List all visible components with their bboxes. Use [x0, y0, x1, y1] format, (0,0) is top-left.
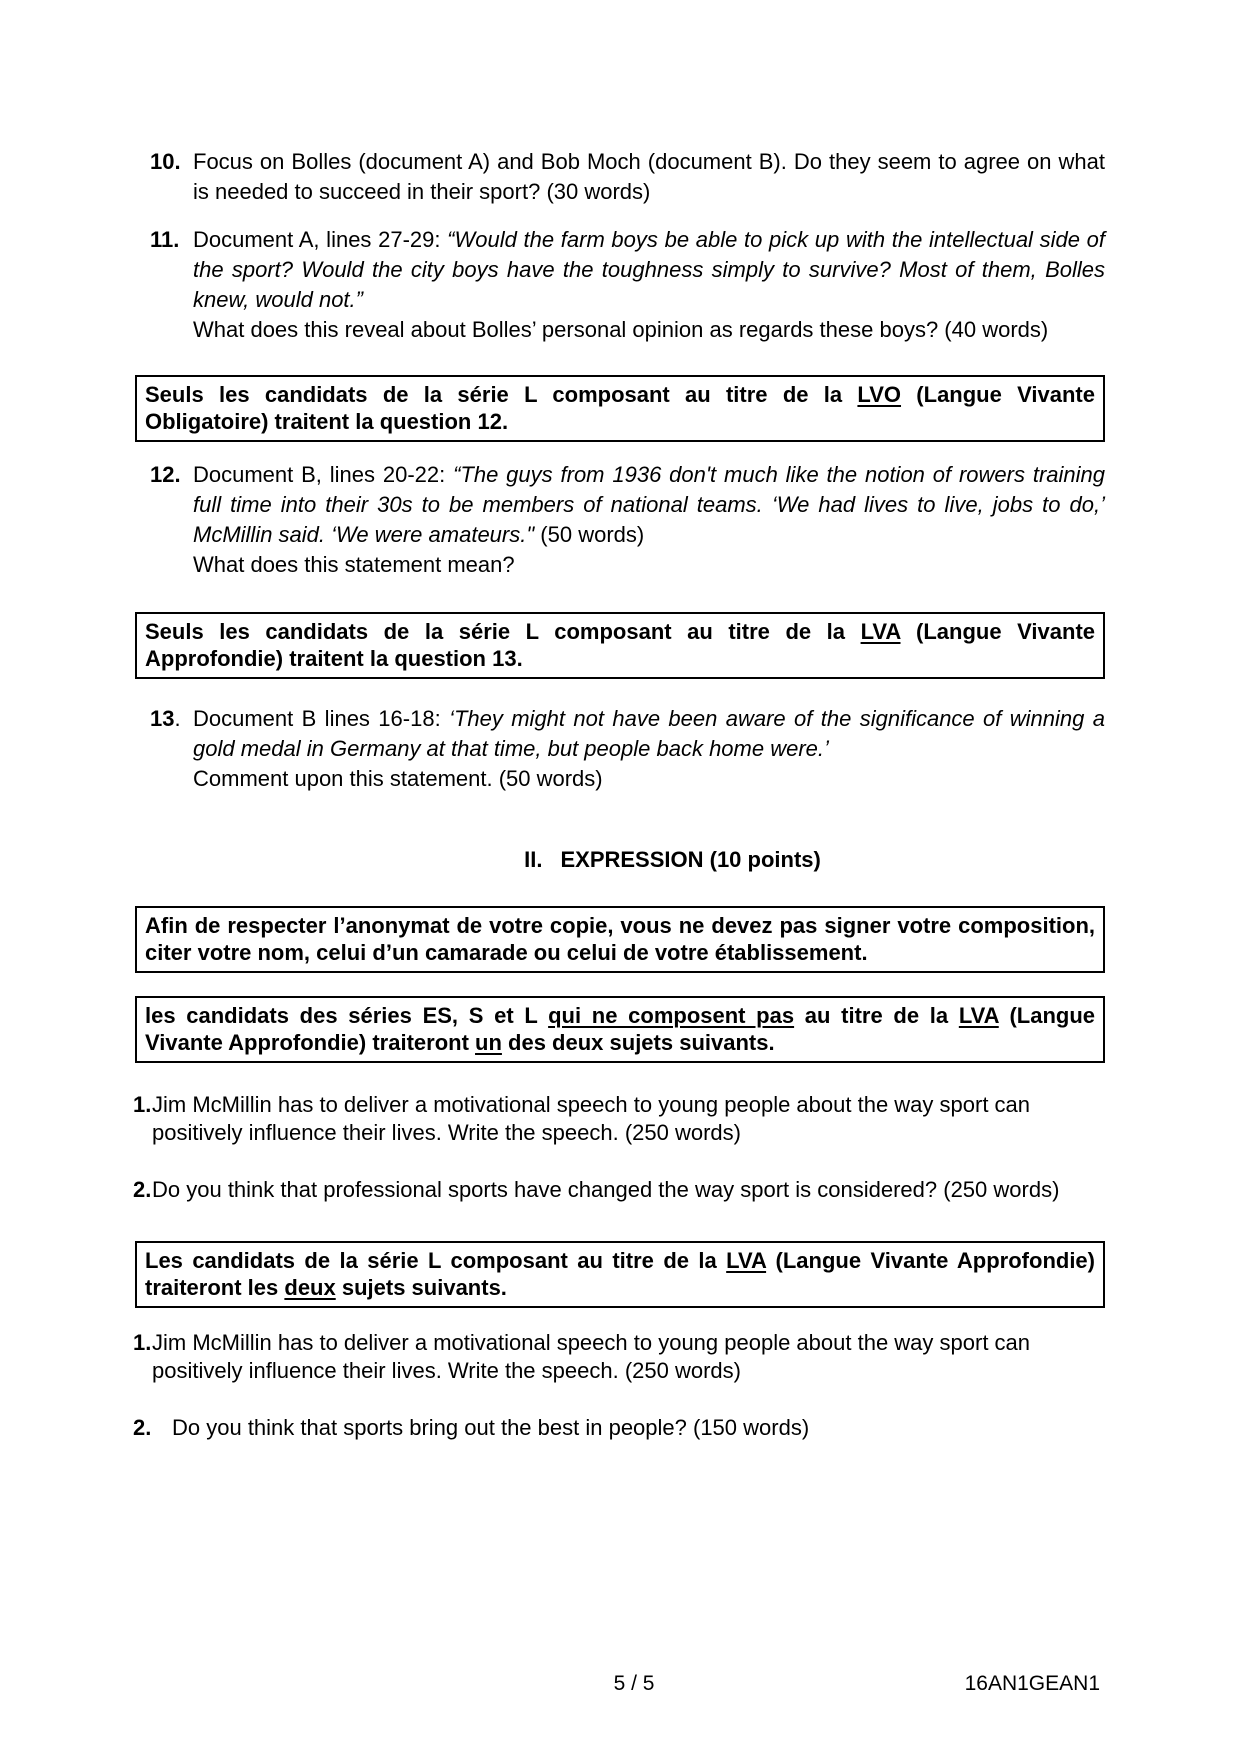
instruction-box-anonymity: [135, 906, 1105, 973]
question-12-quote: “The guys from 1936 don't much like the notion of rowers training full time into their 30s to be members of national teams. ‘We had lives to live, jobs to do,’ McMillin said. ‘We were amateurs.": [193, 462, 1105, 547]
box-one-subject-s1: les candidats des séries ES, S et L: [145, 1003, 549, 1028]
subject-lva-1-text: Jim McMillin has to deliver a motivational speech to young people about the way sport can positively influence their lives. Write the speech. (250 words): [152, 1330, 1031, 1383]
instruction-box-lvo: [135, 375, 1105, 442]
question-11-number: 11.: [150, 227, 180, 252]
subject-lva-2-text: Do you think that sports bring out the best in people? (150 words): [172, 1415, 810, 1440]
question-13-quote: ‘They might not have been aware of the significance of winning a gold medal in Germany at that time, but people back home were.’: [193, 706, 1105, 761]
box-lvo-text-pre: Seuls les candidats de la série L composant au titre de la: [145, 382, 858, 407]
box-one-subject-s2: au titre de la: [794, 1003, 959, 1028]
question-11-text: [193, 225, 1105, 345]
question-13: [150, 704, 1105, 794]
instruction-box-one-subject: [135, 996, 1105, 1063]
question-13-number-digits: 13: [150, 706, 175, 731]
question-13-number-period: .: [174, 706, 181, 731]
question-11-intro: Document A, lines 27-29:: [193, 227, 448, 252]
question-13-text: [193, 704, 1105, 794]
exam-content: [133, 0, 1105, 1442]
subject-open-1-number: 1.: [133, 1092, 152, 1117]
instruction-box-two-subjects: [135, 1241, 1105, 1308]
box-one-subject-u3: un: [475, 1030, 502, 1055]
subject-lva-1-number: 1.: [133, 1330, 152, 1355]
question-11-quote: “Would the farm boys be able to pick up with the intellectual side of the sport? Would the city boys have the toughness simply to survive? Most of them, Bolles knew, would not.”: [193, 227, 1105, 312]
question-10-intro: Focus on Bolles (document A) and Bob Moch (document B). Do they seem to agree on what is needed to succeed in their sport? (30 words): [193, 149, 1105, 204]
page-number: 5 / 5: [613, 1672, 655, 1695]
box-lva-text-post: (Langue Vivante Approfondie) traitent la question 13.: [145, 619, 1096, 671]
question-12-followup: What does this statement mean?: [193, 552, 515, 577]
question-12: [150, 460, 1105, 580]
subject-open-1-text: Jim McMillin has to deliver a motivational speech to young people about the way sport can positively influence their lives. Write the speech. (250 words): [152, 1092, 1031, 1145]
instruction-box-lva: [135, 612, 1105, 679]
box-lva-underlined: LVA: [860, 619, 901, 644]
section-label: EXPRESSION (10 points): [560, 847, 821, 872]
document-reference: 16AN1GEAN1: [964, 1672, 1100, 1695]
question-13-followup: Comment upon this statement. (50 words): [193, 766, 603, 791]
question-13-number: [150, 704, 193, 794]
question-10-number: 10.: [150, 149, 181, 174]
box-one-subject-s3: (Langue Vivante Approfondie) traiteront: [145, 1003, 1095, 1055]
question-11: [150, 225, 1105, 345]
subject-open-1: [133, 1091, 1105, 1147]
question-11-followup: What does this reveal about Bolles’ personal opinion as regards these boys? (40 words): [193, 317, 1049, 342]
box-lvo-text-post: (Langue Vivante Obligatoire) traitent la question 12.: [145, 382, 1095, 434]
question-10-text: [193, 147, 1105, 207]
question-13-intro: Document B lines 16-18:: [193, 706, 450, 731]
section-heading-expression: [150, 845, 1105, 875]
box-lvo-underlined: LVO: [857, 382, 902, 407]
subject-lva-2-number: 2.: [133, 1415, 152, 1440]
box-two-subjects-s2: (Langue Vivante Approfondie) traiteront les: [145, 1248, 1095, 1300]
subject-open-2-number: 2.: [133, 1177, 152, 1202]
box-anonymity-text: Afin de respecter l’anonymat de votre copie, vous ne devez pas signer votre composition, citer votre nom, celui d’un camarade ou celui de votre établissement.: [145, 913, 1095, 965]
box-lva-text-pre: Seuls les candidats de la série L composant au titre de la: [145, 619, 861, 644]
question-12-number: 12.: [150, 462, 181, 487]
subject-lva-1: [133, 1329, 1105, 1385]
question-12-intro: Document B, lines 20-22:: [193, 462, 454, 487]
question-12-text: [193, 460, 1105, 580]
section-numeral: II.: [524, 847, 543, 872]
box-two-subjects-u2: deux: [284, 1275, 336, 1300]
box-two-subjects-s3: sujets suivants.: [335, 1275, 507, 1300]
box-one-subject-u2: LVA: [958, 1003, 999, 1028]
box-one-subject-s4: des deux sujets suivants.: [501, 1030, 775, 1055]
question-12-wordcount: (50 words): [534, 522, 645, 547]
subject-lva-2: [133, 1414, 1105, 1442]
box-one-subject-u1: qui ne composent pas: [548, 1003, 795, 1028]
question-10: [150, 147, 1105, 207]
box-two-subjects-u1: LVA: [726, 1248, 767, 1273]
box-two-subjects-s1: Les candidats de la série L composant au titre de la: [145, 1248, 727, 1273]
subject-open-2-text: Do you think that professional sports have changed the way sport is considered? (250 words): [152, 1177, 1060, 1202]
subject-open-2: [133, 1176, 1105, 1204]
